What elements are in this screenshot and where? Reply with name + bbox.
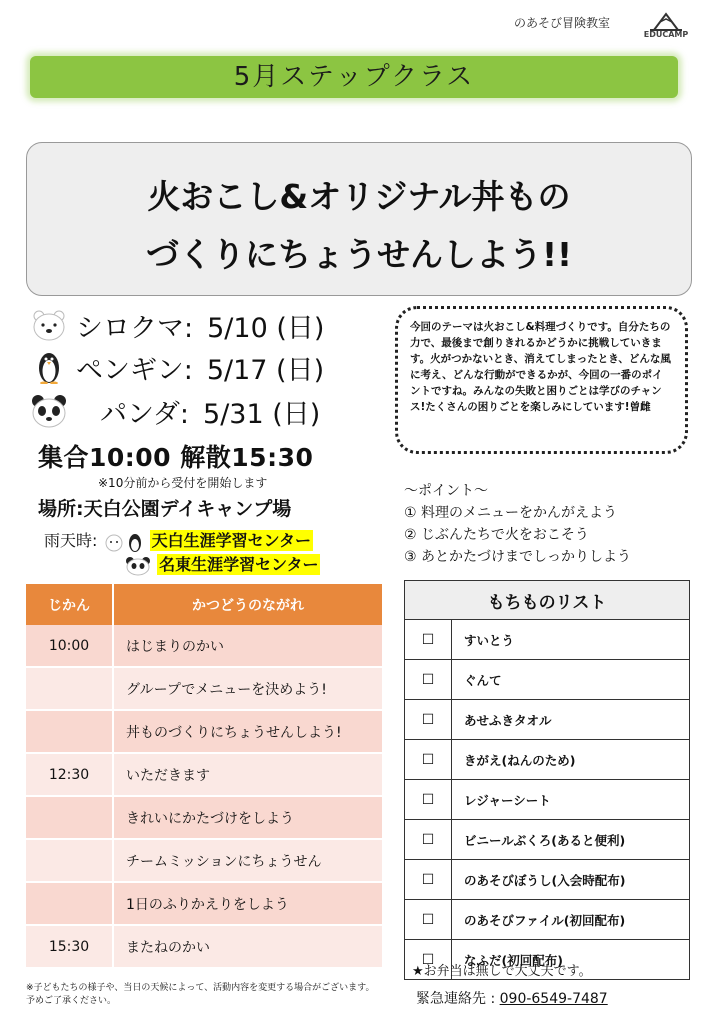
- title-line-1: 火おこし&オリジナル丼もの: [147, 177, 571, 216]
- schedule-date: 5/31 (日): [203, 398, 321, 430]
- schedule-name: パンダ:: [100, 398, 190, 430]
- time-cell: [26, 882, 113, 925]
- logo-text: EDUCAMP: [643, 30, 689, 39]
- checklist-row: [405, 660, 690, 700]
- activity-cell: チームミッションにちょうせん: [113, 839, 382, 882]
- checkbox-icon[interactable]: ☐: [405, 660, 452, 700]
- checkbox-icon[interactable]: ☐: [405, 740, 452, 780]
- schedule-panda: [30, 392, 390, 430]
- activity-cell: きれいにかたづけをしよう: [113, 796, 382, 839]
- point-item: ① 料理のメニューをかんがえよう: [404, 505, 618, 521]
- schedule-date: 5/17 (日): [206, 354, 325, 386]
- time-cell: [26, 710, 113, 753]
- schedule-penguin: [30, 348, 390, 386]
- educamp-logo: [636, 8, 696, 42]
- checklist-row: [405, 740, 690, 780]
- table-row: [26, 796, 382, 839]
- activity-cell: グループでメニューを決めよう!: [113, 667, 382, 710]
- table-row: [26, 839, 382, 882]
- checklist-item: きがえ(ねんのため): [452, 740, 690, 780]
- schedule-date: 5/10 (日): [207, 312, 325, 344]
- activity-cell: 1日のふりかえりをしよう: [113, 882, 382, 925]
- checklist-row: [405, 620, 690, 660]
- activity-cell: いただきます: [113, 753, 382, 796]
- meeting-note: ※10分前から受付を開始します: [98, 476, 268, 490]
- table-row: [26, 882, 382, 925]
- checklist-row: [405, 900, 690, 940]
- checklist-item: すいとう: [452, 620, 690, 660]
- checklist-row: [405, 820, 690, 860]
- rain-info: [44, 528, 313, 552]
- table-row: [26, 625, 382, 667]
- checklist-item: ビニールぶくろ(あると便利): [452, 820, 690, 860]
- checkbox-icon[interactable]: ☐: [405, 860, 452, 900]
- panda-icon: [124, 556, 152, 576]
- schedule-name: シロクマ:: [76, 312, 194, 344]
- table-row: [26, 753, 382, 796]
- belongings-checklist: [404, 580, 690, 980]
- time-cell: 15:30: [26, 925, 113, 968]
- timetable: [26, 584, 382, 969]
- checklist-row: [405, 780, 690, 820]
- activity-cell: またねのかい: [113, 925, 382, 968]
- contact-label: 緊急連絡先 :: [416, 991, 500, 1007]
- checkbox-icon[interactable]: ☐: [405, 780, 452, 820]
- panda-icon: [30, 394, 68, 428]
- checklist-item: のあそびぼうし(入会時配布): [452, 860, 690, 900]
- checklist-item: あせふきタオル: [452, 700, 690, 740]
- checkbox-icon[interactable]: ☐: [405, 820, 452, 860]
- time-cell: 12:30: [26, 753, 113, 796]
- checkbox-icon[interactable]: ☐: [405, 900, 452, 940]
- rain-venue-2: 名東生涯学習センター: [159, 555, 319, 574]
- activity-cell: 丼ものづくりにちょうせんしよう!: [113, 710, 382, 753]
- time-cell: [26, 796, 113, 839]
- class-banner: 5月ステップクラス: [30, 56, 678, 98]
- checkbox-icon[interactable]: ☐: [405, 620, 452, 660]
- schedule-polar-bear: [30, 306, 390, 344]
- point-item: ② じぶんたちで火をおこそう: [404, 527, 589, 543]
- contact-number[interactable]: 090-6549-7487: [499, 991, 608, 1007]
- schedule-name: ペンギン:: [76, 354, 193, 386]
- rain-venue-1: 天白生涯学習センター: [151, 531, 311, 550]
- checklist-row: [405, 700, 690, 740]
- point-item: ③ あとかたづけまでしっかりしよう: [404, 549, 632, 565]
- penguin-icon: [30, 350, 68, 384]
- time-cell: [26, 839, 113, 882]
- checklist-item: のあそびファイル(初回配布): [452, 900, 690, 940]
- title-box: [26, 142, 692, 296]
- place: 場所:天白公園デイキャンプ場: [38, 498, 292, 520]
- points-heading: 〜ポイント〜: [404, 483, 488, 499]
- polar-bear-icon: [30, 308, 68, 342]
- checklist-row: [405, 860, 690, 900]
- activity-cell: はじまりのかい: [113, 625, 382, 667]
- rain-info-2: [124, 552, 320, 576]
- message-bubble: 今回のテーマは火おこし&料理づくりです。自分たちの力で、最後まで創りきれるかどうかに挑戦していきます。火がつかないとき、消えてしまったとき、どんな風に考え、どんな行動ができるかが、今回の一番のポイントですね。みんなの失敗と困りごとは学びのチャンス!たくさんの困りごとを楽しみにしています!曽雌: [395, 306, 688, 454]
- checklist-title: もちものリスト: [405, 581, 690, 620]
- table-row: [26, 710, 382, 753]
- bento-note: ★お弁当は無しで大丈夫です。: [412, 964, 592, 979]
- checklist-item: なふだ(初回配布): [452, 940, 690, 980]
- meeting-time: 集合10:00 解散15:30: [38, 443, 314, 472]
- checkbox-icon[interactable]: ☐: [405, 940, 452, 980]
- checklist-item: レジャーシート: [452, 780, 690, 820]
- time-cell: 10:00: [26, 625, 113, 667]
- table-row: [26, 925, 382, 968]
- emergency-contact: [416, 988, 608, 1008]
- col-activity-header: かつどうのながれ: [113, 584, 382, 625]
- title-line-2: づくりにちょうせんしよう!!: [145, 235, 573, 274]
- org-name: のあそび冒険教室: [514, 16, 611, 30]
- time-cell: [26, 667, 113, 710]
- points-section: [404, 480, 631, 568]
- bear-penguin-icon: [103, 532, 145, 552]
- footnote: ※子どもたちの様子や、当日の天候によって、活動内容を変更する場合がございます。予めご了承ください。: [26, 983, 375, 1006]
- rain-label: 雨天時:: [44, 531, 98, 550]
- checklist-item: ぐんて: [452, 660, 690, 700]
- checkbox-icon[interactable]: ☐: [405, 700, 452, 740]
- table-row: [26, 667, 382, 710]
- mountain-icon: [636, 8, 696, 32]
- col-time-header: じかん: [26, 584, 113, 625]
